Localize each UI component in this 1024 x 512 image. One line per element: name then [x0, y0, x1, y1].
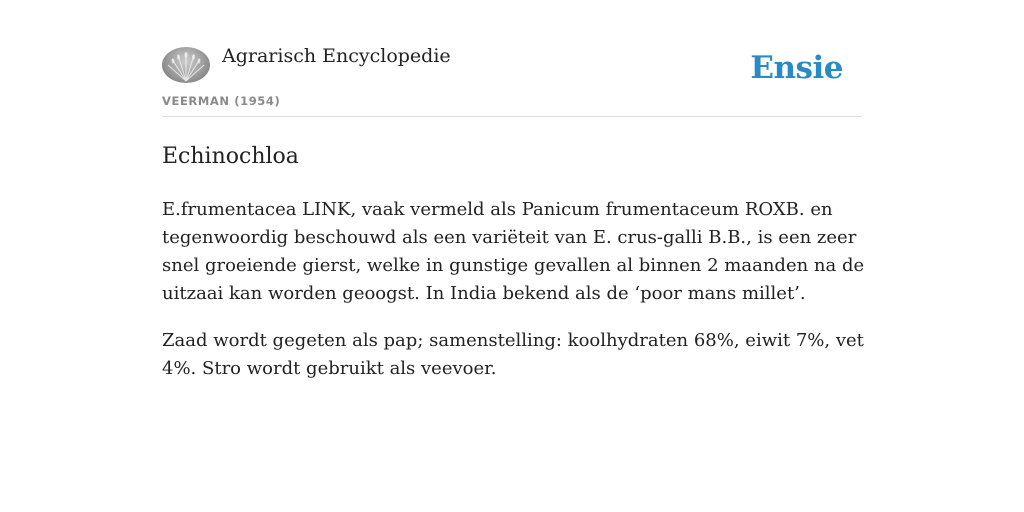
publication-title-link[interactable]: Agrarisch Encyclopedie — [222, 45, 451, 67]
page-container — [162, 0, 865, 383]
publication-source: VEERMAN (1954) — [162, 94, 281, 108]
header — [162, 0, 862, 117]
wheat-sheaf-graphic — [162, 47, 210, 83]
article-paragraph-2: Zaad wordt gegeten als pap; samenstelling: koolhydraten 68%, eiwit 7%, vet 4%. Stro wordt gebruikt als veevoer. — [162, 330, 864, 379]
wheat-sheaf-icon[interactable] — [162, 47, 210, 83]
article-paragraph-1: E.frumentacea LINK, vaak vermeld als Panicum frumentaceum ROXB. en tegenwoordig beschouwd als een variëteit van E. crus-galli B.B., is een zeer snel groeiende gierst, welke in gunstige gevallen al binnen 2 maanden na de uitzaai kan worden geoogst. In India bekend als de ‘poor mans millet’. — [162, 199, 865, 304]
article-title: Echinochloa — [162, 144, 299, 169]
ensie-brand-logo[interactable]: Ensie — [750, 50, 843, 86]
